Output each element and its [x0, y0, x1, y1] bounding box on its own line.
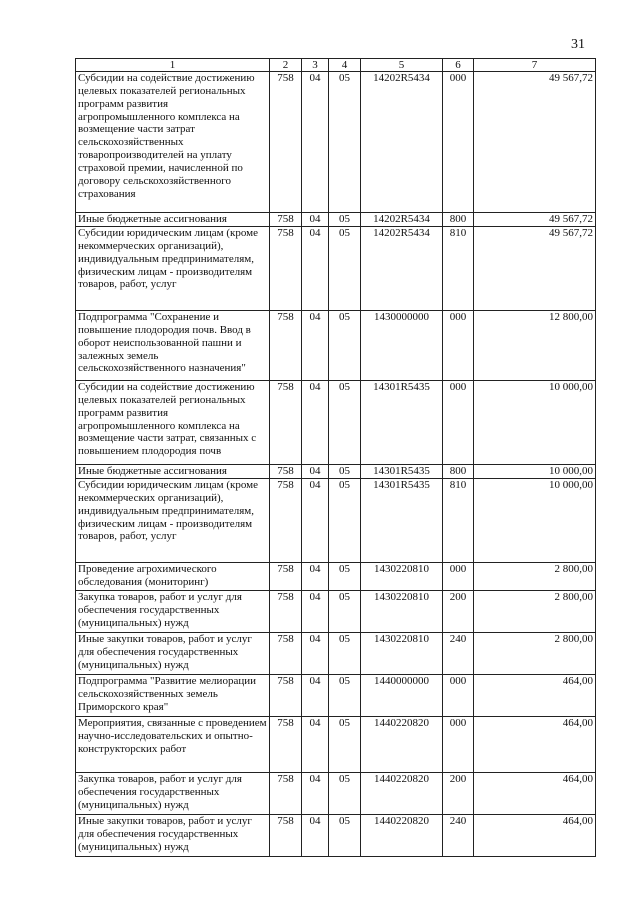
table-row [76, 815, 596, 857]
expense-type-code: 810 [443, 479, 474, 563]
subsection-code: 05 [329, 72, 361, 213]
expense-type-code: 200 [443, 773, 474, 815]
expense-type-code: 000 [443, 563, 474, 591]
expense-type-code: 000 [443, 717, 474, 773]
expense-type-code: 810 [443, 227, 474, 311]
section-code: 04 [302, 717, 329, 773]
row-name: Иные закупки товаров, работ и услуг для обеспечения государственных (муниципальных) нужд [76, 633, 270, 675]
subsection-code: 05 [329, 479, 361, 563]
section-code: 04 [302, 227, 329, 311]
ministry-code: 758 [270, 213, 302, 227]
table-row [76, 381, 596, 465]
table-row [76, 479, 596, 563]
section-code: 04 [302, 465, 329, 479]
budget-table [75, 58, 596, 857]
subsection-code: 05 [329, 633, 361, 675]
amount: 2 800,00 [474, 563, 596, 591]
section-code: 04 [302, 381, 329, 465]
amount: 2 800,00 [474, 591, 596, 633]
subsection-code: 05 [329, 591, 361, 633]
ministry-code: 758 [270, 591, 302, 633]
target-article-code: 1430220810 [361, 633, 443, 675]
row-name: Закупка товаров, работ и услуг для обеспечения государственных (муниципальных) нужд [76, 773, 270, 815]
table-row [76, 311, 596, 381]
expense-type-code: 000 [443, 675, 474, 717]
section-code: 04 [302, 815, 329, 857]
table-row [76, 72, 596, 213]
row-name: Субсидии юридическим лицам (кроме некоммерческих организаций), индивидуальным предпринимателям, физическим лицам - производителям товаров, работ, услуг [76, 227, 270, 311]
row-name: Субсидии на содействие достижению целевых показателей региональных программ развития агропромышленного комплекса на возмещение части затрат сельскохозяйственных товаропроизводителей на уплату страховой премии, начисленной по договору сельскохозяйственного страхования [76, 72, 270, 213]
column-header-6: 6 [443, 59, 474, 72]
expense-type-code: 240 [443, 633, 474, 675]
target-article-code: 14301R5435 [361, 381, 443, 465]
target-article-code: 1430220810 [361, 563, 443, 591]
table-row [76, 227, 596, 311]
subsection-code: 05 [329, 311, 361, 381]
amount: 10 000,00 [474, 381, 596, 465]
target-article-code: 1430000000 [361, 311, 443, 381]
section-code: 04 [302, 563, 329, 591]
subsection-code: 05 [329, 227, 361, 311]
ministry-code: 758 [270, 465, 302, 479]
table-body [76, 72, 596, 857]
amount: 464,00 [474, 815, 596, 857]
amount: 464,00 [474, 717, 596, 773]
target-article-code: 1440220820 [361, 815, 443, 857]
table-row [76, 773, 596, 815]
row-name: Субсидии юридическим лицам (кроме некоммерческих организаций), индивидуальным предпринимателям, физическим лицам - производителям товаров, работ, услуг [76, 479, 270, 563]
expense-type-code: 200 [443, 591, 474, 633]
subsection-code: 05 [329, 381, 361, 465]
row-name: Иные бюджетные ассигнования [76, 465, 270, 479]
ministry-code: 758 [270, 563, 302, 591]
subsection-code: 05 [329, 563, 361, 591]
target-article-code: 1440220820 [361, 773, 443, 815]
subsection-code: 05 [329, 465, 361, 479]
amount: 49 567,72 [474, 72, 596, 213]
table-row [76, 563, 596, 591]
column-header-5: 5 [361, 59, 443, 72]
table-row [76, 675, 596, 717]
section-code: 04 [302, 633, 329, 675]
amount: 10 000,00 [474, 465, 596, 479]
subsection-code: 05 [329, 717, 361, 773]
subsection-code: 05 [329, 213, 361, 227]
column-header-7: 7 [474, 59, 596, 72]
table-header [76, 59, 596, 72]
row-name: Иные бюджетные ассигнования [76, 213, 270, 227]
expense-type-code: 800 [443, 213, 474, 227]
target-article-code: 1440220820 [361, 717, 443, 773]
ministry-code: 758 [270, 815, 302, 857]
amount: 10 000,00 [474, 479, 596, 563]
section-code: 04 [302, 773, 329, 815]
ministry-code: 758 [270, 717, 302, 773]
ministry-code: 758 [270, 633, 302, 675]
header-row [76, 59, 596, 72]
target-article-code: 14202R5434 [361, 72, 443, 213]
table-row [76, 213, 596, 227]
column-header-1: 1 [76, 59, 270, 72]
row-name: Закупка товаров, работ и услуг для обеспечения государственных (муниципальных) нужд [76, 591, 270, 633]
section-code: 04 [302, 213, 329, 227]
column-header-2: 2 [270, 59, 302, 72]
expense-type-code: 000 [443, 72, 474, 213]
target-article-code: 14202R5434 [361, 227, 443, 311]
target-article-code: 14301R5435 [361, 465, 443, 479]
target-article-code: 1430220810 [361, 591, 443, 633]
table-row [76, 717, 596, 773]
row-name: Субсидии на содействие достижению целевых показателей региональных программ развития агропромышленного комплекса на возмещение части затрат, связанных с повышением плодородия почв [76, 381, 270, 465]
amount: 464,00 [474, 773, 596, 815]
amount: 49 567,72 [474, 227, 596, 311]
expense-type-code: 000 [443, 381, 474, 465]
amount: 2 800,00 [474, 633, 596, 675]
section-code: 04 [302, 72, 329, 213]
subsection-code: 05 [329, 675, 361, 717]
table-row [76, 591, 596, 633]
section-code: 04 [302, 311, 329, 381]
ministry-code: 758 [270, 311, 302, 381]
amount: 12 800,00 [474, 311, 596, 381]
row-name: Подпрограмма "Сохранение и повышение плодородия почв. Ввод в оборот неиспользованной пашни и залежных земель сельскохозяйственного назначения" [76, 311, 270, 381]
ministry-code: 758 [270, 72, 302, 213]
target-article-code: 14301R5435 [361, 479, 443, 563]
row-name: Иные закупки товаров, работ и услуг для обеспечения государственных (муниципальных) нужд [76, 815, 270, 857]
ministry-code: 758 [270, 479, 302, 563]
section-code: 04 [302, 675, 329, 717]
row-name: Мероприятия, связанные с проведением научно-исследовательских и опытно-конструкторских работ [76, 717, 270, 773]
column-header-3: 3 [302, 59, 329, 72]
ministry-code: 758 [270, 381, 302, 465]
ministry-code: 758 [270, 773, 302, 815]
row-name: Подпрограмма "Развитие мелиорации сельскохозяйственных земель Приморского края" [76, 675, 270, 717]
table-row [76, 465, 596, 479]
row-name: Проведение агрохимического обследования (мониторинг) [76, 563, 270, 591]
column-header-4: 4 [329, 59, 361, 72]
amount: 464,00 [474, 675, 596, 717]
target-article-code: 14202R5434 [361, 213, 443, 227]
expense-type-code: 000 [443, 311, 474, 381]
amount: 49 567,72 [474, 213, 596, 227]
expense-type-code: 800 [443, 465, 474, 479]
expense-type-code: 240 [443, 815, 474, 857]
subsection-code: 05 [329, 773, 361, 815]
section-code: 04 [302, 591, 329, 633]
ministry-code: 758 [270, 227, 302, 311]
table-row [76, 633, 596, 675]
ministry-code: 758 [270, 675, 302, 717]
subsection-code: 05 [329, 815, 361, 857]
page-number: 31 [571, 37, 585, 52]
target-article-code: 1440000000 [361, 675, 443, 717]
section-code: 04 [302, 479, 329, 563]
